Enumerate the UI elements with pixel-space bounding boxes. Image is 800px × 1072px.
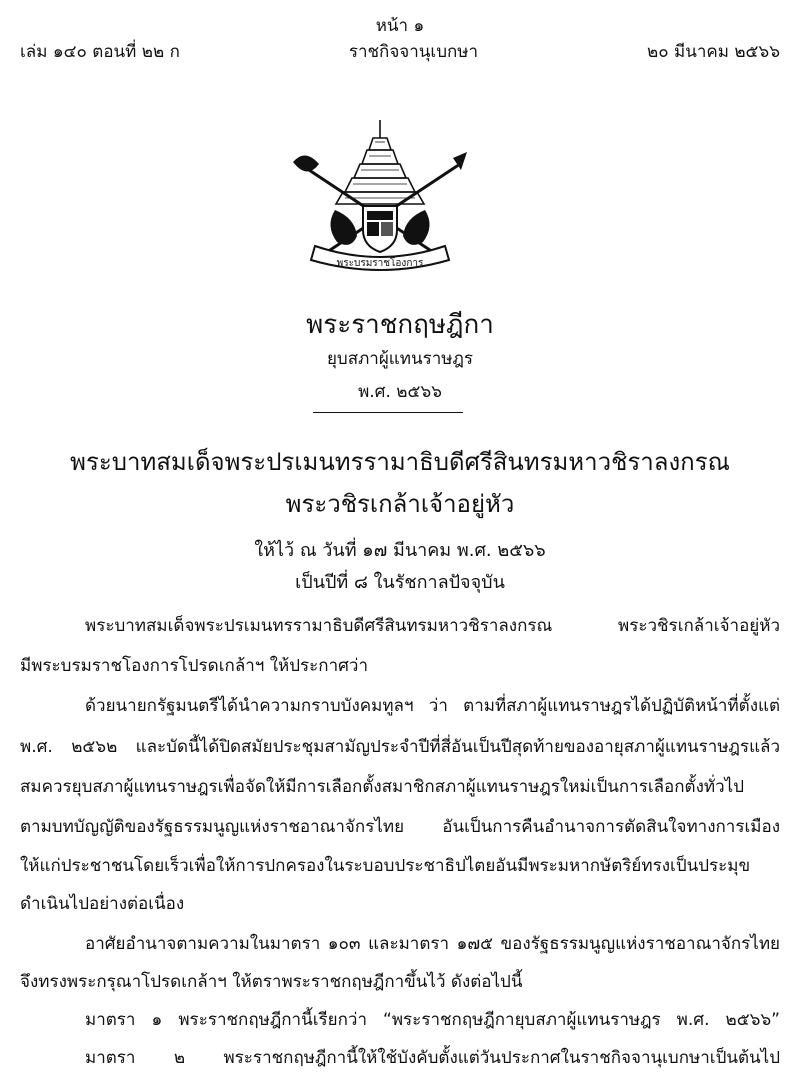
decree-year: พ.ศ. ๒๕๖๖ [358, 382, 442, 402]
title-divider [313, 412, 463, 413]
paragraph-2-line-2: พ.ศ. ๒๕๖๒ และบัดนี้ได้ปิดสมัยประชุมสามัญประจำปีที่สี่อันเป็นปีสุดท้ายของอายุสภาผู้แทนราษฎรแล้ว [20, 737, 780, 757]
reign-year: เป็นปีที่ ๘ ในรัชกาลปัจจุบัน [295, 572, 505, 593]
given-date: ให้ไว้ ณ วันที่ ๑๗ มีนาคม พ.ศ. ๒๕๖๖ [254, 540, 546, 561]
paragraph-1-line-2: มีพระบรมราชโองการโปรดเกล้าฯ ให้ประกาศว่า [20, 656, 369, 676]
section-2: มาตรา ๒ พระราชกฤษฎีกานี้ให้ใช้บังคับตั้งแต่วันประกาศในราชกิจจานุเบกษาเป็นต้นไป [85, 1048, 780, 1068]
decree-subtitle: ยุบสภาผู้แทนราษฎร [326, 349, 474, 369]
decree-title: พระราชกฤษฎีกา [306, 310, 494, 340]
section-1: มาตรา ๑ พระราชกฤษฎีกานี้เรียกว่า “พระราชกฤษฎีกายุบสภาผู้แทนราษฎร พ.ศ. ๒๕๖๖” [85, 1010, 780, 1030]
paragraph-2-line-1: ด้วยนายกรัฐมนตรีได้นำความกราบบังคมทูลฯ ว่า ตามที่สภาผู้แทนราษฎรได้ปฏิบัติหน้าที่ตั้งแต่ [85, 696, 780, 716]
paragraph-1-line-1: พระบาทสมเด็จพระปรเมนทรรามาธิบดีศรีสินทรมหาวชิราลงกรณ พระวชิรเกล้าเจ้าอยู่หัว [85, 616, 780, 636]
king-name-line-2: พระวชิรเกล้าเจ้าอยู่หัว [285, 490, 515, 518]
emblem-banner-text: พระบรมราชโองการ [336, 258, 424, 269]
publication-name: ราชกิจจานุเบกษา [348, 42, 479, 62]
paragraph-2-line-3: สมควรยุบสภาผู้แทนราษฎรเพื่อจัดให้มีการเลือกตั้งสมาชิกสภาผู้แทนราษฎรใหม่เป็นการเลือกตั้งทั่วไป [20, 777, 744, 797]
paragraph-3-line-2: จึงทรงพระกรุณาโปรดเกล้าฯ ให้ตราพระราชกฤษฎีกาขึ้นไว้ ดังต่อไปนี้ [20, 972, 523, 992]
paragraph-2-line-5: ให้แก่ประชาชนโดยเร็วเพื่อให้การปกครองในระบอบประชาธิปไตยอันมีพระมหากษัตริย์ทรงเป็นประมุข [20, 856, 751, 876]
paragraph-2-line-4: ตามบทบัญญัติของรัฐธรรมนูญแห่งราชอาณาจักรไทย อันเป็นการคืนอำนาจการตัดสินใจทางการเมือง [20, 817, 780, 837]
paragraph-2-line-6: ดำเนินไปอย่างต่อเนื่อง [20, 894, 185, 914]
page-number: หน้า ๑ [375, 16, 425, 36]
royal-seal-emblem-icon [285, 118, 475, 278]
king-name-line-1: พระบาทสมเด็จพระปรเมนทรรามาธิบดีศรีสินทรมหาวชิราลงกรณ [70, 448, 730, 476]
paragraph-3-line-1: อาศัยอำนาจตามความในมาตรา ๑๐๓ และมาตรา ๑๗๕ ของรัฐธรรมนูญแห่งราชอาณาจักรไทย [85, 934, 780, 954]
publication-date: ๒๐ มีนาคม ๒๕๖๖ [647, 42, 780, 62]
gazette-header [20, 38, 780, 65]
volume-issue: เล่ม ๑๔๐ ตอนที่ ๒๒ ก [20, 42, 180, 62]
